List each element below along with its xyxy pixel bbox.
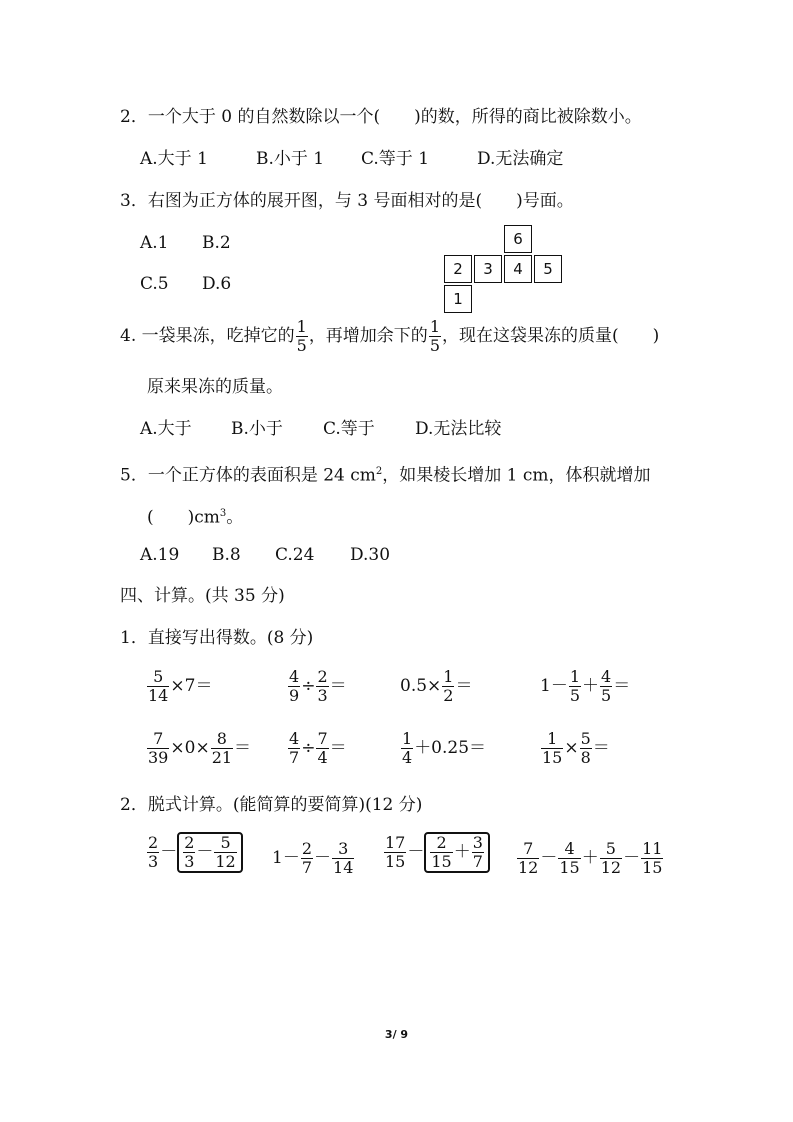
cube-net-figure xyxy=(444,225,562,313)
calc1-expr-1: $\frac{5}{14}$ ×7＝ xyxy=(148,667,213,705)
q5-option-d: D.30 xyxy=(350,545,391,565)
calc2-expr-1: $\frac{2}{3}$ － $\frac{2}{3}$ － $\frac{5}{12}$ xyxy=(146,832,243,873)
q5-option-c: C.24 xyxy=(275,545,315,565)
calc2-expr-3: $\frac{17}{15}$ － $\frac{2}{15}$ ＋ $\frac{3}{7}$ xyxy=(383,832,490,873)
q3-option-c: C.5 xyxy=(140,274,169,294)
q2-option-d: D.无法确定 xyxy=(477,149,564,169)
q4-text-3: ，现在这袋果冻的质量( ) xyxy=(442,326,660,346)
calc1-expr-7: $\frac{1}{4}$ ＋0.25＝ xyxy=(402,729,487,767)
page-number: 3/ 9 xyxy=(384,1028,409,1041)
calc2-expr-2: 1－ $\frac{2}{7}$ － $\frac{3}{14}$ xyxy=(272,839,354,877)
q4-fraction-2: $\frac{1}{5}$ xyxy=(429,317,440,355)
calc1-expr-5: $\frac{7}{39}$ ×0× $\frac{8}{21}$ ＝ xyxy=(148,729,252,767)
q4-option-b: B.小于 xyxy=(231,419,283,439)
q3-option-d: D.6 xyxy=(202,274,232,294)
question-5-stem: 5．一个正方体的表面积是 24 $cm^2$，如果棱长增加 1 cm，体积就增加 xyxy=(120,465,651,486)
calc1-expr-8: $\frac{1}{15}$ × $\frac{5}{8}$ ＝ xyxy=(542,729,610,767)
question-3-options-row2 xyxy=(140,272,231,296)
question-2-options xyxy=(140,147,563,171)
question-4-stem xyxy=(120,318,659,355)
calc-2-title: 2．脱式计算。(能简算的要简算)(12 分) xyxy=(120,795,423,815)
q5-option-b: B.8 xyxy=(212,545,241,565)
net-face-6: 6 xyxy=(504,225,532,253)
q3-option-a: A.1 xyxy=(140,233,169,253)
q4-text-2: ，再增加余下的 xyxy=(308,326,428,346)
calc1-expr-2: $\frac{4}{9}$ ÷ $\frac{2}{3}$ ＝ xyxy=(289,667,347,705)
q4-option-c: C.等于 xyxy=(323,419,375,439)
q4-text-1: 4. 一袋果冻，吃掉它的 xyxy=(120,326,295,346)
bracket-group-1: $\frac{2}{3}$ － $\frac{5}{12}$ xyxy=(177,832,243,873)
net-face-4: 4 xyxy=(504,255,532,283)
q2-option-c: C.等于 1 xyxy=(361,149,430,169)
question-2-stem: 2．一个大于 0 的自然数除以一个( )的数，所得的商比被除数小。 xyxy=(120,107,642,127)
bracket-group-2: $\frac{2}{15}$ ＋ $\frac{3}{7}$ xyxy=(424,832,490,873)
calc1-expr-4: 1－ $\frac{1}{5}$ ＋ $\frac{4}{5}$ ＝ xyxy=(540,667,631,705)
q4-option-d: D.无法比较 xyxy=(415,419,502,439)
net-face-3: 3 xyxy=(474,255,502,283)
q2-option-b: B.小于 1 xyxy=(256,149,325,169)
q5-option-a: A.19 xyxy=(140,545,180,565)
q4-fraction-1: $\frac{1}{5}$ xyxy=(296,317,307,355)
calc1-expr-6: $\frac{4}{7}$ ÷ $\frac{7}{4}$ ＝ xyxy=(289,729,347,767)
net-face-2: 2 xyxy=(444,255,472,283)
q4-option-a: A.大于 xyxy=(140,419,192,439)
question-5-line2: ( )$cm^3$。 xyxy=(147,507,244,528)
net-face-5: 5 xyxy=(534,255,562,283)
question-5-options xyxy=(140,543,390,567)
question-3-options-row1 xyxy=(140,231,231,255)
question-3-stem: 3．右图为正方体的展开图，与 3 号面相对的是( )号面。 xyxy=(120,191,574,211)
calc1-expr-3: 0.5× $\frac{1}{2}$ ＝ xyxy=(400,667,473,705)
calc2-expr-4: $\frac{7}{12}$ － $\frac{4}{15}$ ＋ $\frac{5}{12}$ － $\frac{11}{15}$ xyxy=(518,839,663,877)
calc-1-title: 1．直接写出得数。(8 分) xyxy=(120,628,314,648)
section-4-title: 四、计算。(共 35 分) xyxy=(120,586,285,606)
net-face-1: 1 xyxy=(444,285,472,313)
q2-option-a: A.大于 1 xyxy=(140,149,208,169)
question-4-options xyxy=(140,417,501,441)
question-4-line2: 原来果冻的质量。 xyxy=(147,377,283,397)
q3-option-b: B.2 xyxy=(202,233,231,253)
